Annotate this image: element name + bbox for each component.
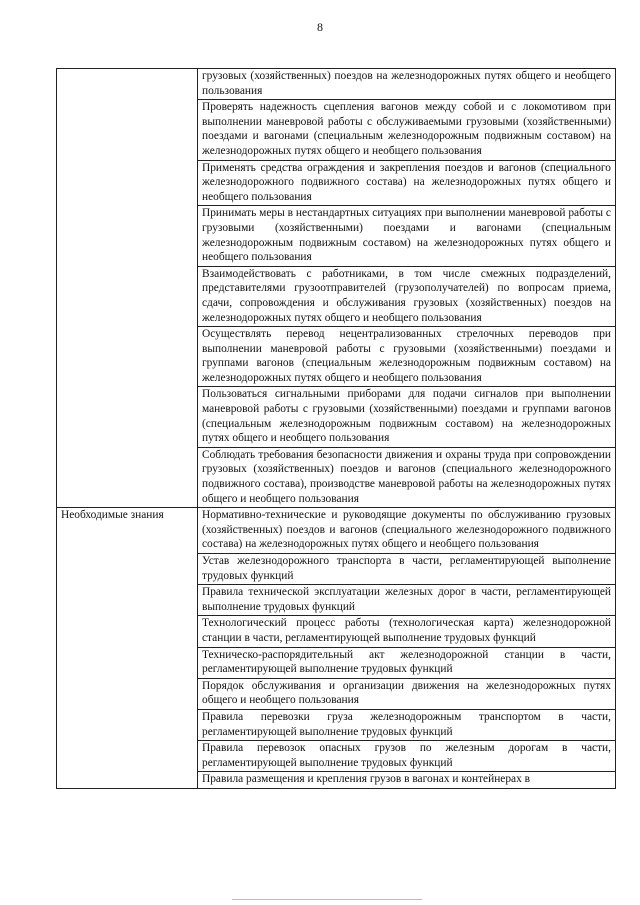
requirement-item: Осуществлять перевод нецентрализованных стрелочных переводов при выполнении маневровой работы с грузовыми (хозяйственными) поездами и группами вагонов (специальным железнодорожным подвижным составом) на железнодорожных путях общего и необщего пользования: [198, 327, 616, 387]
requirement-item: Проверять надежность сцепления вагонов между собой и с локомотивом при выполнении маневровой работы с обслуживаемыми грузовыми (хозяйственными) поездами и вагонами (специальным железнодорожным подвижным составом) на железнодорожных путях общего и необщего пользования: [198, 100, 616, 160]
requirement-item: Взаимодействовать с работниками, в том числе смежных подразделений, представителями грузоотправителей (грузополучателей) по вопросам приема, сдачи, сопровождения и обслуживания грузовых (хозяйственных) поездов на железнодорожных путях общего и необщего пользования: [198, 266, 616, 326]
table-row: [57, 69, 616, 100]
requirement-item: Порядок обслуживания и организации движения на железнодорожных путях общего и необщего пользования: [198, 678, 616, 709]
requirement-item: Устав железнодорожного транспорта в части, регламентирующей выполнение трудовых функций: [198, 554, 616, 585]
requirement-item: Соблюдать требования безопасности движения и охраны труда при сопровождении грузовых (хозяйственных) поездов и вагонов (специального железнодорожного подвижного состава), производстве маневровой работы на железнодорожных путях общего и необщего пользования: [198, 447, 616, 507]
section-label: [57, 69, 198, 508]
requirement-item: Правила технической эксплуатации железных дорог в части, регламентирующей выполнение трудовых функций: [198, 585, 616, 616]
requirement-item: Применять средства ограждения и закрепления поездов и вагонов (специального железнодорожного подвижного состава) на железнодорожных путях общего и необщего пользования: [198, 160, 616, 206]
requirement-item: Принимать меры в нестандартных ситуациях при выполнении маневровой работы с грузовыми (хозяйственными) поездами и вагонами (специальным железнодорожным подвижным составом) на железнодорожных путях общего и необщего пользования: [198, 206, 616, 266]
section-label: Необходимые знания: [57, 508, 198, 789]
page-edge-line: [232, 899, 422, 900]
page-number: 8: [317, 20, 323, 34]
requirement-item: Техническо-распорядительный акт железнодорожной станции в части, регламентирующей выполнение трудовых функций: [198, 647, 616, 678]
requirement-item: Правила перевозки груза железнодорожным транспортом в части, регламентирующей выполнение трудовых функций: [198, 709, 616, 740]
requirement-item: грузовых (хозяйственных) поездов на железнодорожных путях общего и необщего пользования: [198, 69, 616, 100]
requirement-item: Нормативно-технические и руководящие документы по обслуживанию грузовых (хозяйственных) поездов и вагонов (специального железнодорожного подвижного состава) на железнодорожных путях общего и необщего пользования: [198, 508, 616, 554]
requirement-item: Пользоваться сигнальными приборами для подачи сигналов при выполнении маневровой работы с грузовыми (хозяйственными) поездами и группами вагонов (специальным железнодорожным подвижным составом) на железнодорожных путях общего и необщего пользования: [198, 387, 616, 447]
requirement-item: Правила перевозок опасных грузов по железным дорогам в части, регламентирующей выполнение трудовых функций: [198, 741, 616, 772]
requirements-table: [56, 68, 616, 789]
requirement-item: Технологический процесс работы (технологическая карта) железнодорожной станции в части, регламентирующей выполнение трудовых функций: [198, 616, 616, 647]
requirement-item: Правила размещения и крепления грузов в вагонах и контейнерах в: [198, 772, 616, 789]
table-row: [57, 508, 616, 554]
